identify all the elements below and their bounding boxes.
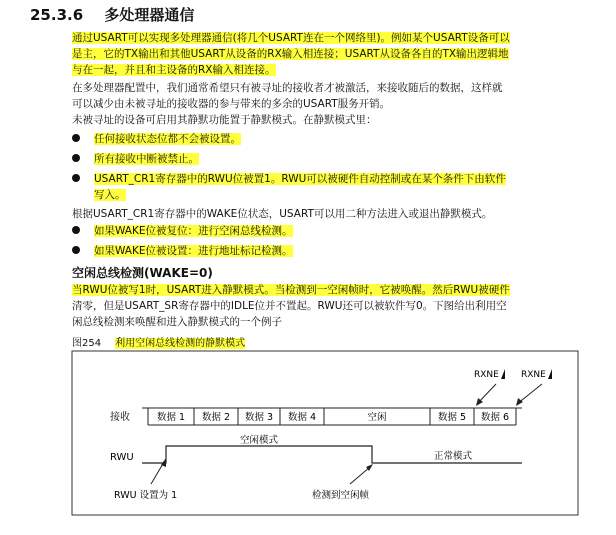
receive-label: 接收 bbox=[110, 412, 130, 423]
frame-label: 空闲 bbox=[367, 412, 387, 423]
rxne-label: RXNE bbox=[474, 370, 499, 380]
text-line: 是主，它的TX输出和其他USART从设备的RX输入相连接；USART从设备各自的TX输出逻辑地 bbox=[72, 48, 509, 60]
rwu-set-label: RWU 设置为 1 bbox=[114, 490, 178, 501]
subheading-idle-line: 空闲总线检测(WAKE=0) bbox=[72, 266, 213, 280]
idle-detected-pointer bbox=[350, 467, 370, 484]
section-number: 25.3.6 bbox=[30, 6, 84, 24]
rwu-label: RWU bbox=[110, 452, 134, 463]
frame-label: 数据 6 bbox=[480, 412, 510, 423]
section-title: 多处理器通信 bbox=[104, 6, 195, 24]
frame-label: 数据 2 bbox=[201, 412, 231, 423]
figure-number: 图254 bbox=[72, 338, 102, 349]
bullet-item: 如果WAKE位被设置：进行地址标记检测。 bbox=[72, 243, 293, 259]
mute-mode-label: 空闲模式 bbox=[239, 435, 279, 446]
bullet-item: 如果WAKE位被复位：进行空闲总线检测。 bbox=[72, 223, 293, 239]
paragraph-wake-bit: 根据USART_CR1寄存器中的WAKE位状态，USART可以用二种方法进入或退出静默模式。 bbox=[72, 208, 493, 220]
frame-label: 数据 1 bbox=[156, 412, 186, 423]
frame-label: 数据 4 bbox=[287, 412, 317, 423]
paragraph-mute-intro: 未被寻址的设备可启用其静默功能置于静默模式。在静默模式里： bbox=[72, 114, 377, 126]
bullet-item: USART_CR1寄存器中的RWU位被置1。RWU可以被硬件自动控制或在某个条件下由软件 写入。 bbox=[72, 171, 506, 203]
rising-edge-icon bbox=[501, 369, 505, 379]
text-line: 可以减少由未被寻址的接收器的参与带来的多余的USART服务开销。 bbox=[72, 98, 391, 110]
normal-mode-label: 正常模式 bbox=[433, 451, 473, 462]
text-line: 清零，但是USART_SR寄存器中的IDLE位并不置起。RWU还可以被软件写0。下图给出利用空 bbox=[72, 300, 507, 312]
frame-label: 数据 3 bbox=[244, 412, 274, 423]
text-line: 当RWU位被写1时，USART进入静默模式。当检测到一空闲帧时，它被唤醒。然后RWU被硬件 bbox=[72, 284, 510, 296]
frame-label: 数据 5 bbox=[437, 412, 467, 423]
text-line: 闲总线检测来唤醒和进入静默模式的一个例子 bbox=[72, 316, 282, 328]
idle-detected-label: 检测到空闲帧 bbox=[312, 490, 370, 501]
text-line: 与在一起，并且和主设备的RX输入相连接。 bbox=[72, 64, 276, 76]
text-line: 在多处理器配置中，我们通常希望只有被寻址的接收者才被激活，来接收随后的数据，这样就 bbox=[72, 82, 503, 94]
bullet-item: 所有接收中断被禁止。 bbox=[72, 151, 199, 167]
bullet-item: 任何接收状态位都不会被设置。 bbox=[72, 131, 241, 147]
rising-edge-icon bbox=[548, 369, 552, 379]
text-line: 通过USART可以实现多处理器通信(将几个USART连在一个网络里)。例如某个USART设备可以 bbox=[72, 32, 510, 44]
figure-title: 利用空闲总线检测的静默模式 bbox=[115, 338, 246, 349]
rxne-label: RXNE bbox=[521, 370, 546, 380]
